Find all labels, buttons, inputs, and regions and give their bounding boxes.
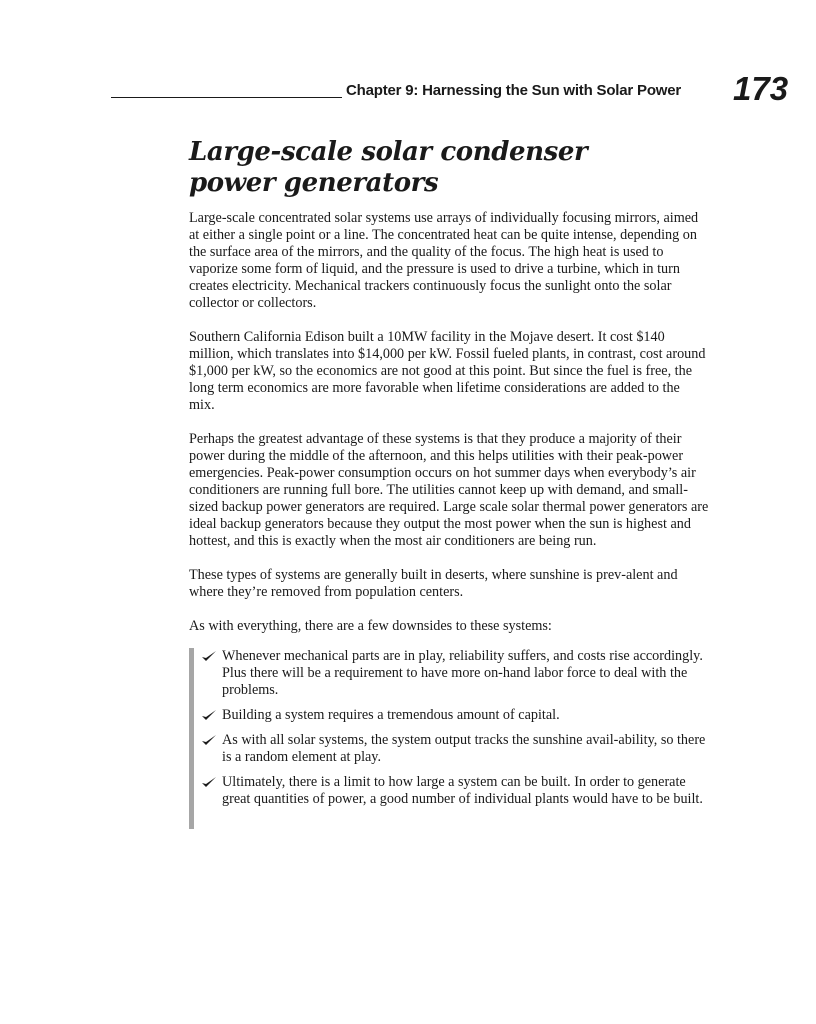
paragraph: Perhaps the greatest advantage of these systems is that they produce a majority of their power during the middle of the afternoon, and this helps utilities with their peak-power emergencies. Peak-power consumption occurs on hot summer days when everybody’s air conditioners are running full bore. The utilities cannot keep up with demand, and small-sized backup power generators are required. Large scale solar thermal power generators are ideal backup generators because they output the most power when the sun is highest and hottest, and this is exactly when the most air conditioners are being run.	[189, 431, 709, 549]
paragraph: As with everything, there are a few downsides to these systems:	[189, 618, 552, 634]
list-item-text: As with all solar systems, the system output tracks the sunshine avail-ability, so there is a random element at play.	[222, 732, 706, 765]
body-content	[189, 210, 709, 816]
paragraph: These types of systems are generally built in deserts, where sunshine is prev-alent and where they’re removed from population centers.	[189, 567, 678, 600]
list-item-text: Whenever mechanical parts are in play, reliability suffers, and costs rise accordingly. Plus there will be a requirement to have more on-hand labor force to deal with the problems.	[222, 648, 703, 698]
section-title-line2: power generators	[189, 168, 439, 198]
header-rule	[111, 97, 342, 98]
section-title-line1: Large-scale solar condenser	[189, 137, 588, 167]
check-icon	[201, 650, 217, 663]
list-item	[201, 707, 709, 724]
section-title	[189, 137, 709, 199]
bullet-list-block	[189, 648, 709, 808]
running-header: Chapter 9: Harnessing the Sun with Solar Power	[346, 82, 682, 99]
list-item	[201, 648, 709, 699]
page-number: 173	[733, 70, 789, 107]
list-item	[201, 774, 709, 808]
check-icon	[201, 709, 217, 722]
check-icon	[201, 734, 217, 747]
bullet-list	[201, 648, 709, 808]
list-item-text: Building a system requires a tremendous amount of capital.	[222, 707, 560, 723]
list-item	[201, 732, 709, 766]
paragraph: Large-scale concentrated solar systems use arrays of individually focusing mirrors, aimed at either a single point or a line. The concentrated heat can be quite intense, depending on the surface area of the mirrors, and the quality of the focus. The high heat is used to vaporize some form of liquid, and the pressure is used to drive a turbine, which in turn creates electricity. Mechanical trackers continuously focus the sunlight onto the solar collector or collectors.	[189, 210, 699, 311]
paragraph: Southern California Edison built a 10MW facility in the Mojave desert. It cost $140 million, which translates into $14,000 per kW. Fossil fueled plants, in contrast, cost around $1,000 per kW, so the economics are not good at this point. But since the fuel is free, the long term economics are more favorable when lifetime considerations are added to the mix.	[189, 329, 706, 413]
check-icon	[201, 776, 217, 789]
list-item-text: Ultimately, there is a limit to how large a system can be built. In order to generate great quantities of power, a good number of individual plants would have to be built.	[222, 774, 703, 807]
bullet-sidebar-bar	[189, 648, 194, 829]
